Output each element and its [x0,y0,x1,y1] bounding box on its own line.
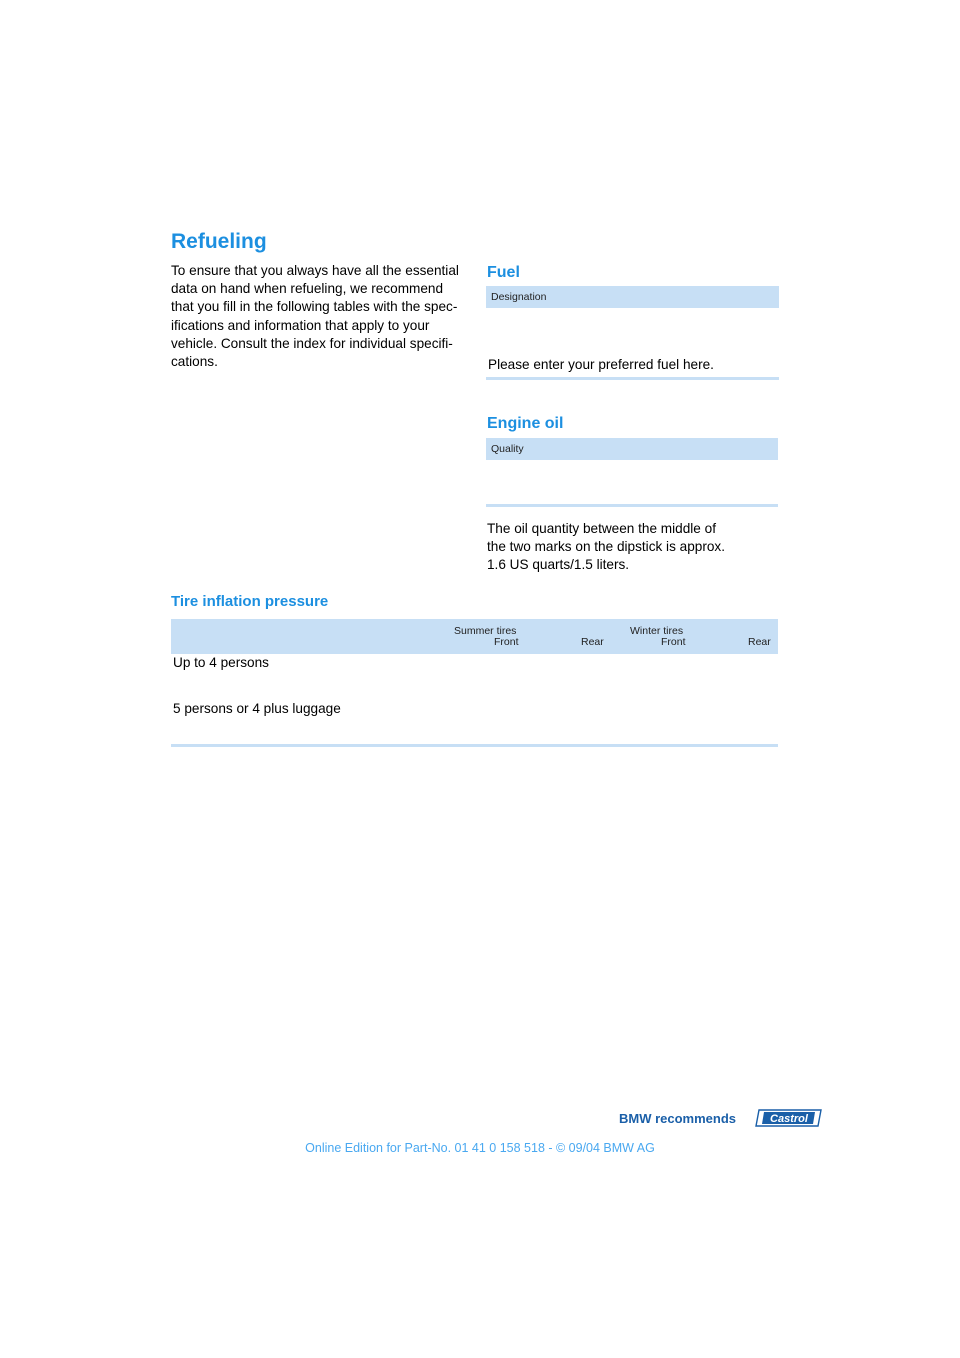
tire-row-label: 5 persons or 4 plus luggage [173,701,341,716]
intro-paragraph [171,262,466,371]
intro-line: vehicle. Consult the index for individual specifi- [171,335,453,351]
tire-table-header [171,619,778,654]
engine-oil-note-line: the two marks on the dipstick is approx. [487,539,725,555]
winter-front-label: Front [661,636,686,648]
winter-tires-label: Winter tires [630,625,684,637]
summer-tires-label: Summer tires [454,625,517,637]
fuel-heading: Fuel [487,264,520,281]
engine-oil-quality-label: Quality [491,443,524,455]
fuel-note [488,356,714,374]
summer-front-label: Front [494,636,519,648]
online-edition-footer: Online Edition for Part-No. 01 41 0 158 518 - © 09/04 BMW AG [305,1141,655,1155]
engine-oil-note-line: 1.6 US quarts/1.5 liters. [487,557,630,573]
tire-pressure-heading: Tire inflation pressure [171,593,329,610]
engine-oil-quality-bar [486,438,778,460]
fuel-note-text: Please enter your preferred fuel here. [488,357,714,372]
tire-table-divider [171,744,778,747]
intro-line: To ensure that you always have all the essential [171,263,459,278]
svg-text:Castrol: Castrol [770,1113,808,1125]
engine-oil-heading: Engine oil [487,415,564,432]
intro-line: ifications and information that apply to your [171,317,430,333]
fuel-designation-bar [486,286,779,308]
intro-line: cations. [171,354,218,370]
bmw-recommends-text: BMW recommends [619,1111,737,1126]
fuel-designation-label: Designation [491,291,547,303]
intro-line: that you fill in the following tables with the spec- [171,299,458,315]
tire-row-label: Up to 4 persons [173,655,269,670]
engine-oil-note-line: The oil quantity between the middle of [487,521,716,536]
castrol-logo-icon [755,1109,822,1127]
fuel-divider [486,377,779,380]
summer-rear-label: Rear [581,636,604,648]
engine-oil-note [487,520,725,575]
winter-rear-label: Rear [748,636,771,648]
page-title: Refueling [171,230,267,253]
engine-oil-divider [486,504,778,507]
castrol-logo [755,1109,822,1127]
intro-line: data on hand when refueling, we recommend [171,281,444,297]
